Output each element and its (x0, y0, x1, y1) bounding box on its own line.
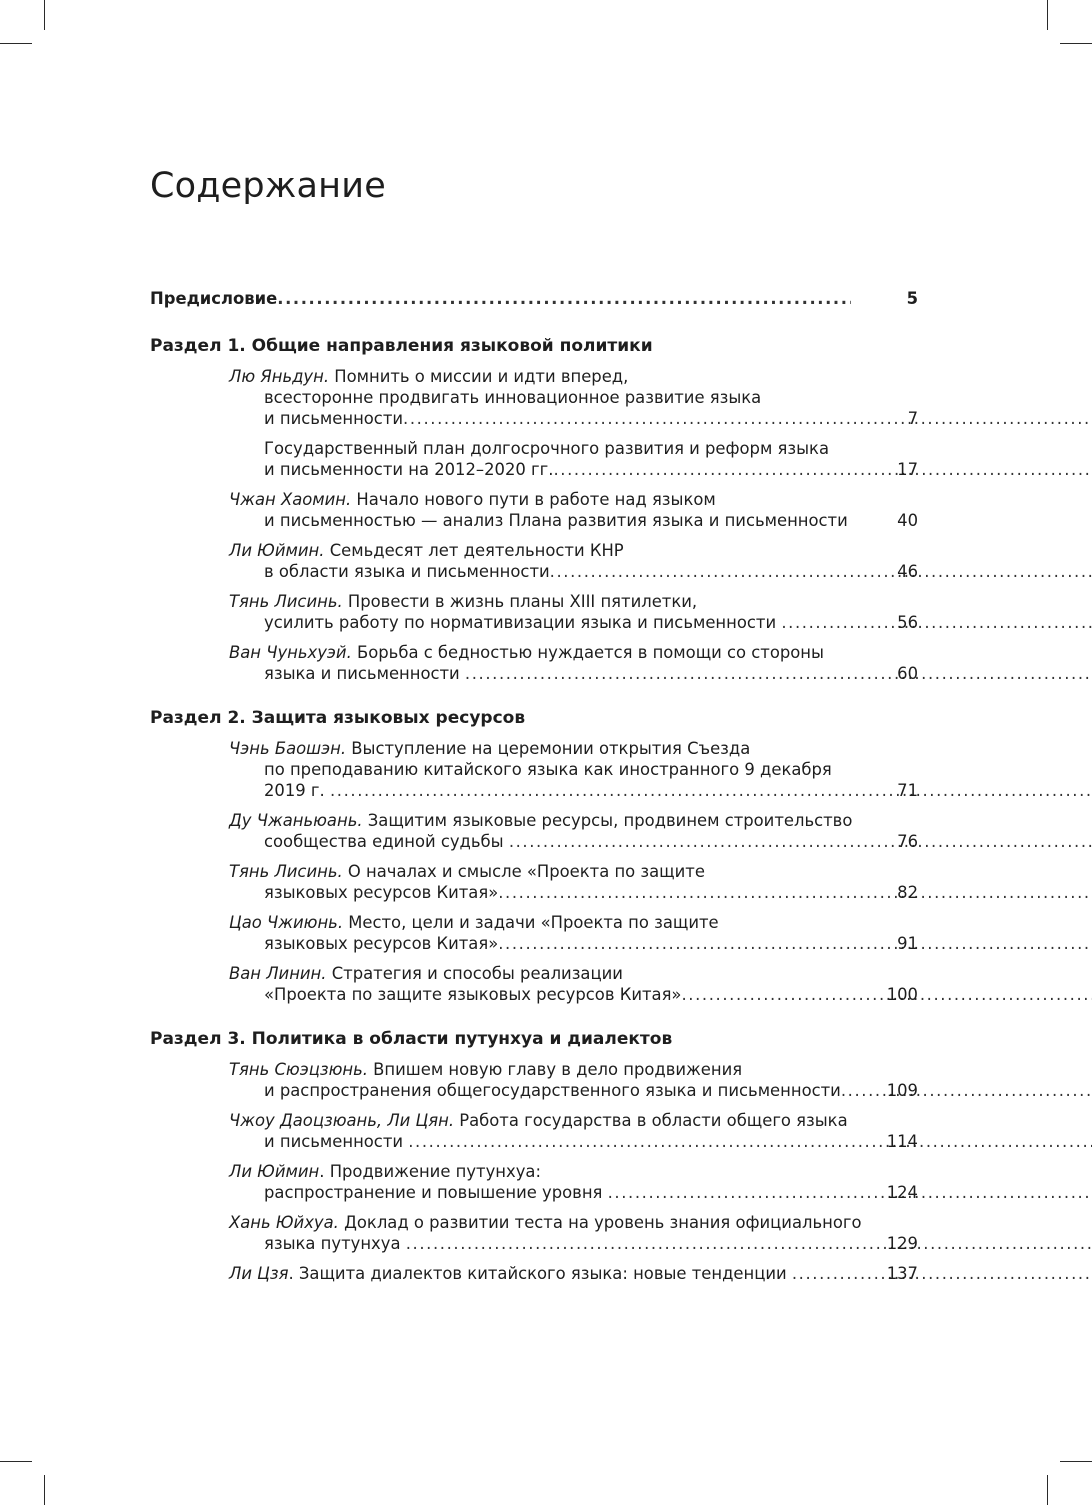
entry-author: Лю Яньдун. (229, 367, 330, 386)
section-entries (150, 729, 918, 1005)
toc-entry[interactable] (229, 438, 918, 480)
dot-leader (498, 883, 1092, 902)
entry-title-text: Защитим языковые ресурсы, продвинем строительство (362, 811, 853, 830)
entry-line (229, 738, 851, 759)
section-entries (150, 357, 918, 684)
toc-entry[interactable] (229, 738, 918, 801)
section-heading: Раздел 1. Общие направления языковой политики (150, 336, 653, 356)
entry-line (229, 1212, 862, 1233)
crop-mark (44, 1475, 45, 1505)
entry-author: Чжан Хаомин. (229, 490, 352, 509)
dot-leader (550, 562, 1092, 581)
toc-entry[interactable] (229, 366, 918, 429)
entry-title-text: всесторонне продвигать инновационное развитие языка (264, 388, 762, 407)
page-number: 137 (886, 1264, 918, 1283)
entry-line (229, 459, 851, 480)
entry-title-text: и письменностью — анализ Плана развития языка и письменности (264, 511, 848, 530)
entry-line (229, 912, 851, 933)
entry-line (229, 1080, 851, 1101)
toc-entry[interactable] (229, 1212, 918, 1254)
dot-leader (465, 664, 1092, 683)
entry-title-text: Работа государства в области общего языка (454, 1111, 848, 1130)
page-number: 129 (886, 1234, 918, 1253)
dot-leader (792, 1264, 1092, 1283)
page-number: 7 (907, 409, 918, 428)
toc-preface[interactable] (150, 288, 918, 309)
entry-author: Чжоу Даоцзюань, Ли Цян. (229, 1111, 455, 1130)
entry-line (229, 1182, 851, 1203)
entry-title-text: языковых ресурсов Китая» (264, 934, 499, 953)
entry-title-text: . Продвижение путунхуа: (319, 1162, 541, 1181)
entry-line (229, 540, 851, 561)
entry-title-text: Провести в жизнь планы XIII пятилетки, (342, 592, 698, 611)
dot-leader (553, 460, 1092, 479)
entry-line (229, 1161, 851, 1182)
entry-title-text: Государственный план долгосрочного развития и реформ языка (264, 439, 829, 458)
entry-line (229, 510, 851, 531)
crop-mark (1047, 0, 1048, 30)
entry-title-text: Впишем новую главу в дело продвижения (367, 1060, 743, 1079)
entry-line (229, 1059, 851, 1080)
toc-entry[interactable] (229, 540, 918, 582)
toc-entry[interactable] (229, 1161, 918, 1203)
toc-entry[interactable] (229, 1059, 918, 1101)
section-heading: Раздел 2. Защита языковых ресурсов (150, 708, 526, 728)
page-number: 46 (897, 562, 918, 581)
entry-line (229, 1233, 851, 1254)
toc-entry[interactable] (229, 963, 918, 1005)
entry-title-text: по преподаванию китайского языка как иностранного 9 декабря (264, 760, 832, 779)
entry-title-text: и письменности на 2012–2020 гг. (264, 460, 554, 479)
dot-leader (781, 613, 1092, 632)
entry-author: Ли Цзя (229, 1264, 289, 1283)
page-number: 82 (897, 883, 918, 902)
crop-mark (0, 43, 32, 44)
entry-author: Цао Чжиюнь. (229, 913, 344, 932)
entry-line (229, 1110, 851, 1131)
entry-line (229, 831, 851, 852)
entry-line (229, 438, 851, 459)
entry-title-text: и распространения общегосударственного языка и письменности (264, 1081, 841, 1100)
page-number: 17 (897, 460, 918, 479)
toc-entry[interactable] (229, 591, 918, 633)
table-of-contents (150, 288, 918, 1293)
entry-author: Ли Юймин. (229, 541, 325, 560)
page-number: 124 (886, 1183, 918, 1202)
entry-line (229, 387, 851, 408)
page-number: 71 (897, 781, 918, 800)
entry-title-text: Начало нового пути в работе над языком (351, 490, 716, 509)
dot-leader (608, 1183, 1092, 1202)
entry-line (229, 1263, 851, 1284)
entry-line (229, 882, 851, 903)
page-number: 40 (897, 511, 918, 530)
entry-line (229, 810, 851, 831)
entry-line (229, 984, 851, 1005)
entry-line (229, 408, 851, 429)
entry-author: Ли Юймин (229, 1162, 320, 1181)
dot-leader (277, 288, 851, 309)
entry-author: Тянь Сюэцзюнь. (229, 1060, 368, 1079)
toc-entry[interactable] (229, 1110, 918, 1152)
entry-line (229, 861, 851, 882)
entry-author: Чэнь Баошэн. (229, 739, 347, 758)
entry-author: Ван Линин. (229, 964, 327, 983)
entry-author: Ду Чжаньюань. (229, 811, 363, 830)
dot-leader (509, 832, 1092, 851)
crop-mark (1060, 1461, 1092, 1462)
entry-title-text: усилить работу по нормативизации языка и письменности (264, 613, 782, 632)
entry-title-text: Помнить о миссии и идти вперед, (329, 367, 629, 386)
entry-author: Тянь Лисинь. (229, 592, 343, 611)
toc-entry[interactable] (229, 489, 918, 531)
entry-line (229, 663, 851, 684)
entry-line (229, 780, 851, 801)
entry-author: Тянь Лисинь. (229, 862, 343, 881)
toc-entry[interactable] (229, 1263, 918, 1284)
entry-title-text: Семьдесят лет деятельности КНР (324, 541, 624, 560)
entry-line (229, 489, 851, 510)
entry-line (229, 963, 851, 984)
preface-label: Предисловие (150, 289, 278, 308)
entry-title-text: 2019 г. (264, 781, 330, 800)
entry-line (229, 642, 851, 663)
page-number: 100 (886, 985, 918, 1004)
entry-title-text: языка и письменности (264, 664, 465, 683)
entry-line (229, 759, 851, 780)
entry-title-text: Стратегия и способы реализации (326, 964, 623, 983)
toc-entry[interactable] (229, 912, 918, 954)
entry-title-text: . Защита диалектов китайского языка: новые тенденции (288, 1264, 792, 1283)
entry-title-text: сообщества единой судьбы (264, 832, 509, 851)
page-title: Содержание (150, 166, 386, 206)
entry-line (229, 591, 851, 612)
entry-title-text: Доклад о развитии теста на уровень знания официального (338, 1213, 862, 1232)
toc-entry[interactable] (229, 861, 918, 903)
entry-title-text: в области языка и письменности (264, 562, 550, 581)
entry-title-text: Место, цели и задачи «Проекта по защите (343, 913, 719, 932)
toc-entry[interactable] (229, 642, 918, 684)
entry-title-text: языка путунхуа (264, 1234, 406, 1253)
entry-line (229, 933, 851, 954)
entry-title-text: распространение и повышение уровня (264, 1183, 608, 1202)
entry-line (229, 366, 851, 387)
entry-title-text: О началах и смысле «Проекта по защите (342, 862, 705, 881)
page-number: 76 (897, 832, 918, 851)
page-number: 114 (886, 1132, 918, 1151)
page-number: 5 (906, 289, 918, 308)
entry-title-text: Борьба с бедностью нуждается в помощи со стороны (351, 643, 824, 662)
entry-author: Ван Чуньхуэй. (229, 643, 352, 662)
entry-line (229, 1131, 851, 1152)
entry-title-text: Выступление на церемонии открытия Съезда (346, 739, 751, 758)
entry-line (229, 561, 851, 582)
entry-title-text: и письменности (264, 1132, 409, 1151)
entry-title-text: «Проекта по защите языковых ресурсов Китая» (264, 985, 682, 1004)
entry-author: Хань Юйхуа. (229, 1213, 339, 1232)
crop-mark (1047, 1475, 1048, 1505)
entry-line (229, 612, 851, 633)
page-number: 109 (886, 1081, 918, 1100)
dot-leader (498, 934, 1092, 953)
page-number: 56 (897, 613, 918, 632)
entry-title-text: и письменности (264, 409, 404, 428)
dot-leader (406, 1234, 1092, 1253)
toc-entry[interactable] (229, 810, 918, 852)
entry-text-wrap (229, 1264, 792, 1283)
section-heading: Раздел 3. Политика в области путунхуа и диалектов (150, 1029, 673, 1049)
dot-leader (330, 781, 1092, 800)
page-number: 60 (897, 664, 918, 683)
crop-mark (1060, 43, 1092, 44)
dot-leader (408, 1132, 1092, 1151)
section-entries (150, 1050, 918, 1284)
page-number: 91 (897, 934, 918, 953)
entry-title-text: языковых ресурсов Китая» (264, 883, 499, 902)
crop-mark (0, 1461, 32, 1462)
toc-sections (150, 335, 918, 1284)
dot-leader (403, 409, 1092, 428)
crop-mark (44, 0, 45, 30)
